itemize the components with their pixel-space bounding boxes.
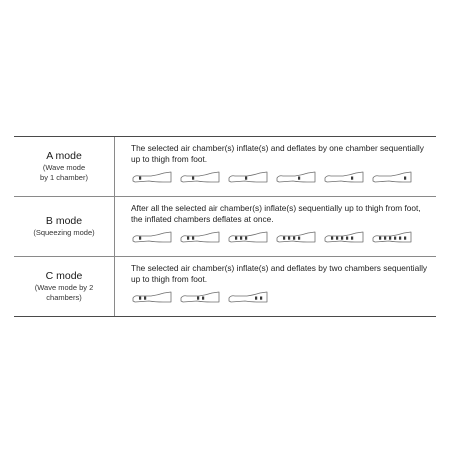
mode-row-b [14, 197, 436, 257]
mode-description-cell [115, 257, 436, 316]
leg-sequence [131, 230, 436, 244]
description-line: up to thigh from foot. [131, 154, 208, 164]
description-line: After all the selected air chamber(s) inflate(s) sequentially up to thigh from foot, [131, 203, 421, 213]
leg-sequence [131, 170, 436, 184]
leg-squeeze-5-icon [323, 230, 365, 244]
leg-chamber-6-icon [371, 170, 413, 184]
mode-row-a [14, 137, 436, 197]
mode-description [131, 203, 436, 225]
mode-name: A mode [46, 150, 82, 162]
mode-label-cell [14, 257, 115, 316]
leg-squeeze-2-icon [179, 230, 221, 244]
mode-label-cell [14, 197, 115, 256]
mode-subtitle: chambers) [46, 293, 82, 302]
description-line: The selected air chamber(s) inflate(s) and deflates by two chambers sequentially [131, 263, 428, 273]
leg-pair-1-icon [131, 290, 173, 304]
mode-description-cell [115, 197, 436, 256]
mode-description-cell [115, 137, 436, 196]
description-line: up to thigh from foot. [131, 274, 208, 284]
leg-chamber-1-icon [131, 170, 173, 184]
leg-chamber-3-icon [227, 170, 269, 184]
description-line: the inflated chambers deflates at once. [131, 214, 274, 224]
mode-name: C mode [45, 270, 83, 282]
leg-chamber-2-icon [179, 170, 221, 184]
leg-chamber-5-icon [323, 170, 365, 184]
leg-pair-2-icon [179, 290, 221, 304]
leg-chamber-4-icon [275, 170, 317, 184]
mode-subtitle: (Squeezing mode) [33, 228, 95, 237]
mode-row-c [14, 257, 436, 316]
leg-pair-3-icon [227, 290, 269, 304]
mode-table [14, 136, 436, 317]
mode-subtitle: by 1 chamber) [40, 173, 88, 182]
description-line: The selected air chamber(s) inflate(s) and deflates by one chamber sequentially [131, 143, 424, 153]
mode-name: B mode [45, 215, 83, 227]
mode-label-cell [14, 137, 115, 196]
mode-description [131, 143, 436, 165]
leg-squeeze-3-icon [227, 230, 269, 244]
leg-squeeze-6-icon [371, 230, 413, 244]
mode-subtitle: (Wave mode by 2 [34, 283, 94, 292]
mode-subtitle: (Wave mode [42, 163, 86, 172]
leg-sequence [131, 290, 436, 304]
leg-squeeze-1-icon [131, 230, 173, 244]
mode-description [131, 263, 436, 285]
leg-squeeze-4-icon [275, 230, 317, 244]
